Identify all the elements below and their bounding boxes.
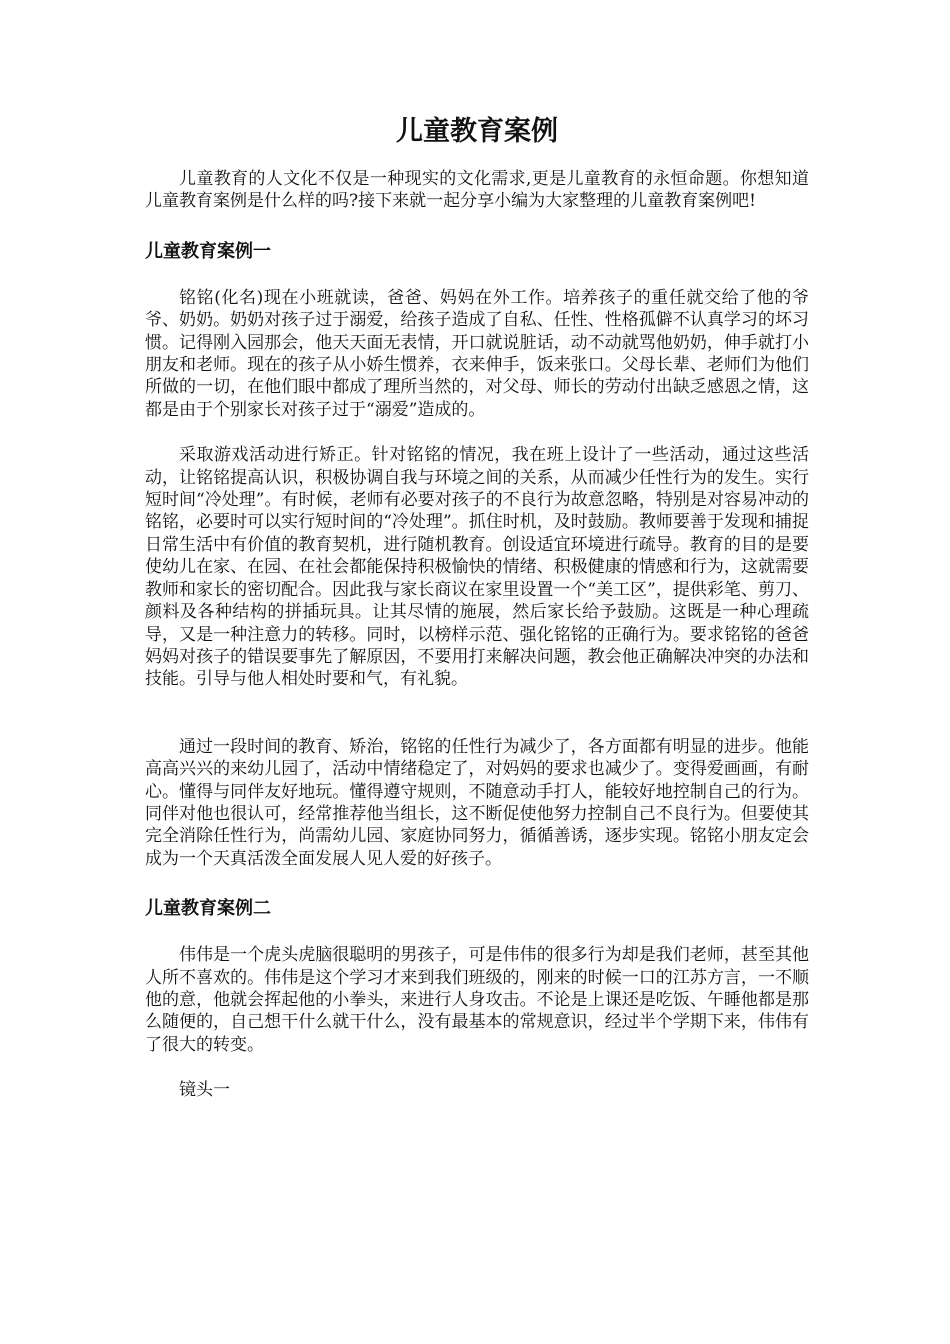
case1-paragraph-2: 采取游戏活动进行矫正。针对铭铭的情况，我在班上设计了一些活动，通过这些活动，让铭铭提高认识，积极协调自我与环境之间的关系，从而减少任性行为的发生。实行短时间“冷处理”。有时候，老师有必要对孩子的不良行为故意忽略，特别是对容易冲动的铭铭，必要时可以实行短时间的“冷处理”。抓住时机，及时鼓励。教师要善于发现和捕捉日常生活中有价值的教育契机，进行随机教育。创设适宜环境进行疏导。教育的目的是要使幼儿在家、在园、在社会都能保持积极愉快的情绪、积极健康的情感和行为，这就需要教师和家长的密切配合。因此我与家长商议在家里设置一个“美工区”，提供彩笔、剪刀、颜料及各种结构的拼插玩具。让其尽情的施展，然后家长给予鼓励。这既是一种心理疏导，又是一种注意力的转移。同时，以榜样示范、强化铭铭的正确行为。要求铭铭的爸爸妈妈对孩子的错误要事先了解原因，不要用打来解决问题，教会他正确解决冲突的办法和技能。引导与他人相处时要和气，有礼貌。 bbox=[145, 445, 809, 690]
case1-paragraph-3: 通过一段时间的教育、矫治，铭铭的任性行为减少了，各方面都有明显的进步。他能高高兴兴的来幼儿园了，活动中情绪稳定了，对妈妈的要求也减少了。变得爱画画，有耐心。懂得与同伴友好地玩。懂得遵守规则，不随意动手打人，能较好地控制自己的行为。同伴对他也很认可，经常推荐他当组长，这不断促使他努力控制自己不良行为。但要使其完全消除任性行为，尚需幼儿园、家庭协同努力，循循善诱，逐步实现。铭铭小朋友定会成为一个天真活泼全面发展人见人爱的好孩子。 bbox=[145, 736, 809, 869]
document-title: 儿童教育案例 bbox=[396, 116, 558, 147]
document-page bbox=[145, 112, 809, 1102]
case2-paragraph-2: 镜头一 bbox=[179, 1080, 230, 1101]
intro-paragraph: 儿童教育的人文化不仅是一种现实的文化需求,更是儿童教育的永恒命题。你想知道儿童教育案例是什么样的吗?接下来就一起分享小编为大家整理的儿童教育案例吧! bbox=[145, 169, 809, 212]
case2-heading: 儿童教育案例二 bbox=[145, 898, 271, 920]
case2-paragraph-1: 伟伟是一个虎头虎脑很聪明的男孩子，可是伟伟的很多行为却是我们老师，甚至其他人所不喜欢的。伟伟是这个学习才来到我们班级的，刚来的时候一口的江苏方言，一不顺他的意，他就会挥起他的小拳头，来进行人身攻击。不论是上课还是吃饭、午睡他都是那么随便的，自己想干什么就干什么，没有最基本的常规意识，经过半个学期下来，伟伟有了很大的转变。 bbox=[145, 945, 809, 1055]
case1-heading: 儿童教育案例一 bbox=[145, 240, 271, 262]
case1-paragraph-1: 铭铭(化名)现在小班就读，爸爸、妈妈在外工作。培养孩子的重任就交给了他的爷爷、奶奶。奶奶对孩子过于溺爱，给孩子造成了自私、任性、性格孤僻不认真学习的坏习惯。记得刚入园那会，他天天面无表情，开口就说脏话，动不动就骂他奶奶，伸手就打小朋友和老师。现在的孩子从小娇生惯养，衣来伸手，饭来张口。父母长辈、老师们为他们所做的一切，在他们眼中都成了理所当然的，对父母、师长的劳动付出缺乏感恩之情，这都是由于个别家长对孩子过于“溺爱”造成的。 bbox=[145, 287, 809, 420]
